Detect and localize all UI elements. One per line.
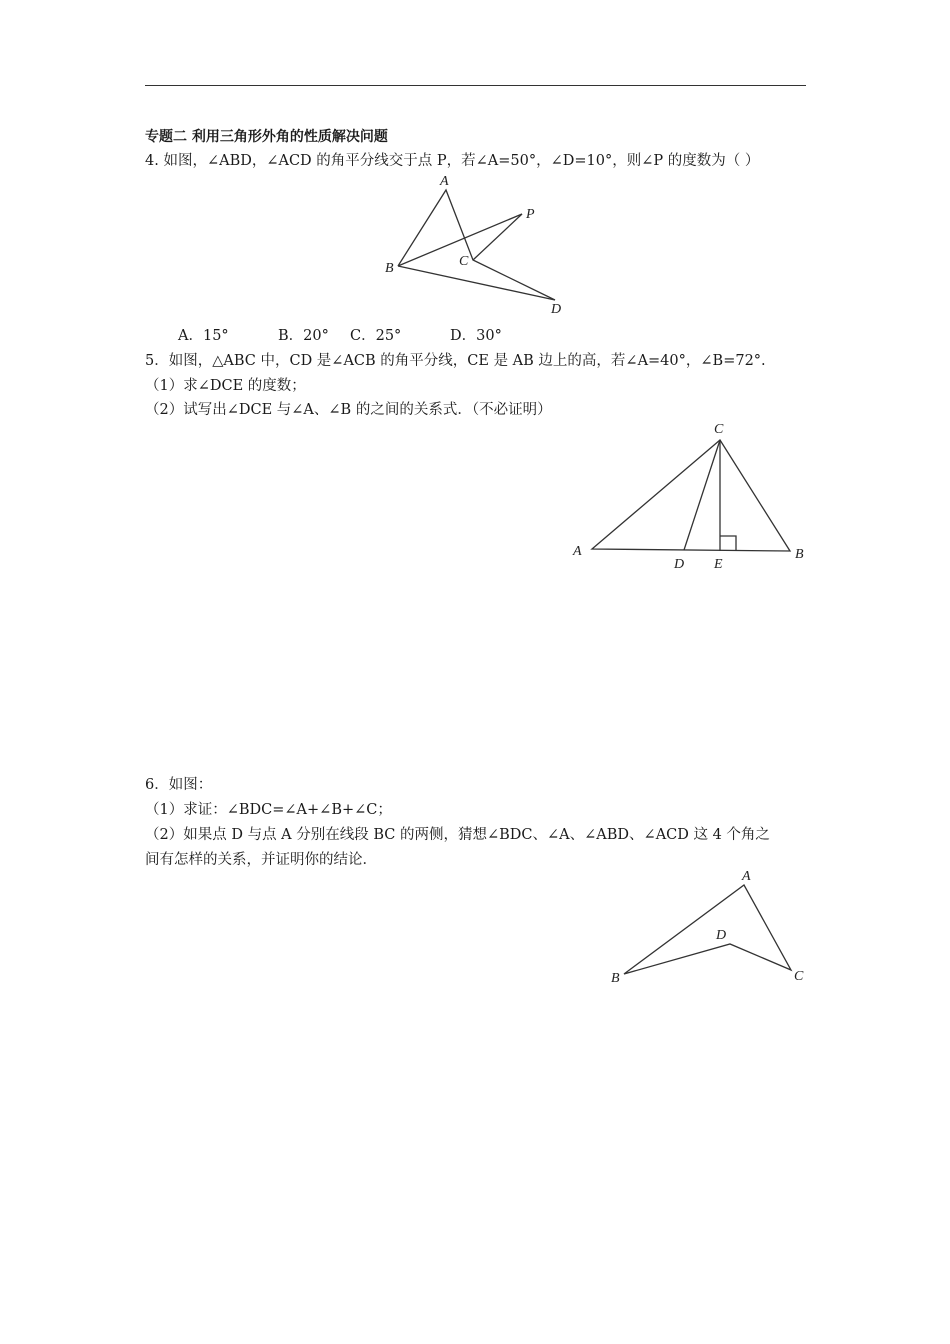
q4-label-a: A [440,174,449,189]
q6-part2-line1: （2）如果点 D 与点 A 分别在线段 BC 的两侧，猜想∠BDC、∠A、∠ABD、∠ACD 这 4 个角之 [145,827,770,843]
section-title: 专题二 利用三角形外角的性质解决问题 [145,129,388,145]
q4-label-b: B [385,261,394,276]
q5-label-a: A [573,544,582,559]
q5-label-c: C [714,422,724,437]
q5-triangle-abc [592,440,790,551]
q4-stem: 4. 如图，∠ABD，∠ACD 的角平分线交于点 P，若∠A=50°，∠D=10°，则∠P 的度数为（ ） [145,153,760,169]
q5-stem: 5．如图，△ABC 中，CD 是∠ACB 的角平分线，CE 是 AB 边上的高，若∠A=40°，∠B=72°. [145,353,766,369]
q5-label-d: D [674,557,685,572]
q4-label-c: C [459,254,469,269]
q6-label-b: B [611,971,620,986]
q4-choice-c: C．25° [350,328,402,344]
q5-label-b: B [795,547,804,562]
q4-label-d: D [551,302,562,317]
q6-part2-line2: 间有怎样的关系，并证明你的结论． [145,852,377,868]
q6-label-c: C [794,969,804,984]
q6-concave-quadrilateral [624,885,791,974]
q4-choice-a: A．15° [178,328,229,344]
q4-choice-b: B．20° [278,328,329,344]
q5-label-e: E [714,557,723,572]
q6-stem: 6．如图： [145,777,213,793]
q6-outline-b-a-c-d [624,885,791,974]
q6-label-a: A [742,869,751,884]
q4-choice-d: D．30° [450,328,502,344]
q5-triangle-lines [592,440,790,551]
q5-part2: （2）试写出∠DCE 与∠A、∠B 的之间的关系式．（不必证明） [145,402,552,418]
q5-bisector-cd [684,440,720,550]
q6-part1: （1）求证：∠BDC=∠A+∠B+∠C； [145,802,392,818]
q5-right-angle-mark [720,536,736,551]
q5-part1: （1）求∠DCE 的度数； [145,378,306,394]
q4-label-p: P [526,207,535,222]
q6-label-d: D [716,928,727,943]
q4-choices [178,327,502,345]
q4-line-c-p [473,214,522,260]
q4-line-b-d [398,266,555,300]
